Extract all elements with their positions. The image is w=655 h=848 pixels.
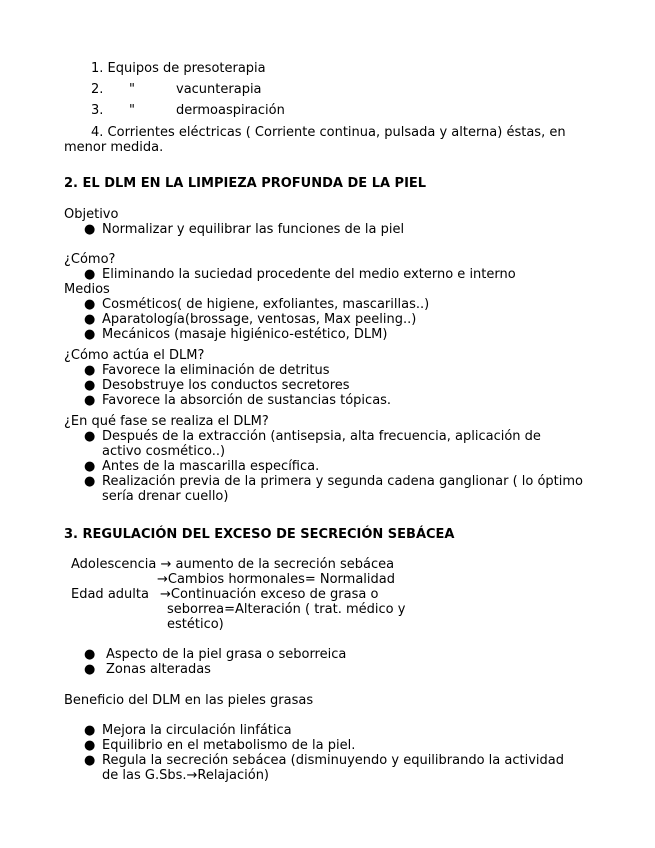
bullet-icon: ● <box>84 429 96 444</box>
bullet-item: ● Normalizar y equilibrar las funciones de la piel <box>84 222 405 237</box>
beneficio-label: Beneficio del DLM en las pieles grasas <box>64 693 314 708</box>
bullet-icon: ● <box>84 474 96 489</box>
section-3-heading: 3. REGULACIÓN DEL EXCESO DE SECRECIÓN SEBÁCEA <box>64 527 455 542</box>
bullet-item: ● Desobstruye los conductos secretores <box>84 378 350 393</box>
bullet-item: ● Cosméticos( de higiene, exfoliantes, mascarillas..) <box>84 297 430 312</box>
bullet-icon: ● <box>84 327 96 342</box>
bullet-item: ● Favorece la eliminación de detritus <box>84 363 330 378</box>
ditto-mark: " <box>129 82 135 97</box>
bullet-item-continued: de las G.Sbs.→Relajación) <box>102 768 270 783</box>
bullet-icon: ● <box>84 297 96 312</box>
bullet-item-continued: sería drenar cuello) <box>102 489 229 504</box>
bullet-icon: ● <box>84 753 96 768</box>
list-number: 2. <box>91 82 104 97</box>
bullet-icon: ● <box>84 723 96 738</box>
list-text-continued: menor medida. <box>64 140 164 155</box>
list-item-3 <box>91 103 103 118</box>
bullet-icon: ● <box>84 662 96 677</box>
bullet-item: ● Mejora la circulación linfática <box>84 723 292 738</box>
medios-label: Medios <box>64 282 110 297</box>
section-2-heading: 2. EL DLM EN LA LIMPIEZA PROFUNDA DE LA PIEL <box>64 176 427 191</box>
list-number: 4. <box>91 125 104 140</box>
bullet-icon: ● <box>84 459 96 474</box>
list-item-1 <box>91 61 266 76</box>
continuacion-text: seborrea=Alteración ( trat. médico y <box>167 602 406 617</box>
bullet-item: ● Eliminando la suciedad procedente del medio externo e interno <box>84 267 516 282</box>
bullet-icon: ● <box>84 378 96 393</box>
bullet-item: ● Antes de la mascarilla específica. <box>84 459 320 474</box>
adolescencia-text: Adolescencia → aumento de la secreción sebácea <box>71 557 395 572</box>
ditto-mark: " <box>129 103 135 118</box>
list-number: 3. <box>91 103 104 118</box>
bullet-icon: ● <box>84 647 96 662</box>
list-item-2 <box>91 82 103 97</box>
bullet-icon: ● <box>84 312 96 327</box>
bullet-item: ● Favorece la absorción de sustancias tópicas. <box>84 393 392 408</box>
bullet-item: ● Aparatología(brossage, ventosas, Max peeling..) <box>84 312 417 327</box>
cambios-text: →Cambios hormonales= Normalidad <box>157 572 395 587</box>
bullet-item: ● Equilibrio en el metabolismo de la piel. <box>84 738 356 753</box>
bullet-item: ● Aspecto de la piel grasa o seborreica <box>84 647 347 662</box>
como-label: ¿Cómo? <box>64 252 116 267</box>
bullet-item: ● Realización previa de la primera y segunda cadena ganglionar ( lo óptimo <box>84 474 584 489</box>
bullet-item: ● Después de la extracción (antisepsia, alta frecuencia, aplicación de <box>84 429 541 444</box>
bullet-item: ● Mecánicos (masaje higiénico-estético, DLM) <box>84 327 388 342</box>
bullet-icon: ● <box>84 267 96 282</box>
bullet-item: ● Zonas alteradas <box>84 662 211 677</box>
fase-label: ¿En qué fase se realiza el DLM? <box>64 414 269 429</box>
list-text: dermoaspiración <box>176 103 285 118</box>
list-item-4 <box>91 125 566 140</box>
list-text: Equipos de presoterapia <box>107 61 266 76</box>
bullet-icon: ● <box>84 363 96 378</box>
objetivo-label: Objetivo <box>64 207 119 222</box>
continuacion-text: →Continuación exceso de grasa o <box>160 587 379 602</box>
edad-adulta-text: Edad adulta <box>71 587 149 602</box>
list-text: Corrientes eléctricas ( Corriente continua, pulsada y alterna) éstas, en <box>107 125 566 140</box>
bullet-icon: ● <box>84 393 96 408</box>
bullet-icon: ● <box>84 222 96 237</box>
list-number: 1. <box>91 61 104 76</box>
list-text: vacunterapia <box>176 82 262 97</box>
bullet-item-continued: activo cosmético..) <box>102 444 226 459</box>
actua-label: ¿Cómo actúa el DLM? <box>64 348 205 363</box>
bullet-item: ● Regula la secreción sebácea (disminuyendo y equilibrando la actividad <box>84 753 564 768</box>
bullet-icon: ● <box>84 738 96 753</box>
continuacion-text: estético) <box>167 617 224 632</box>
